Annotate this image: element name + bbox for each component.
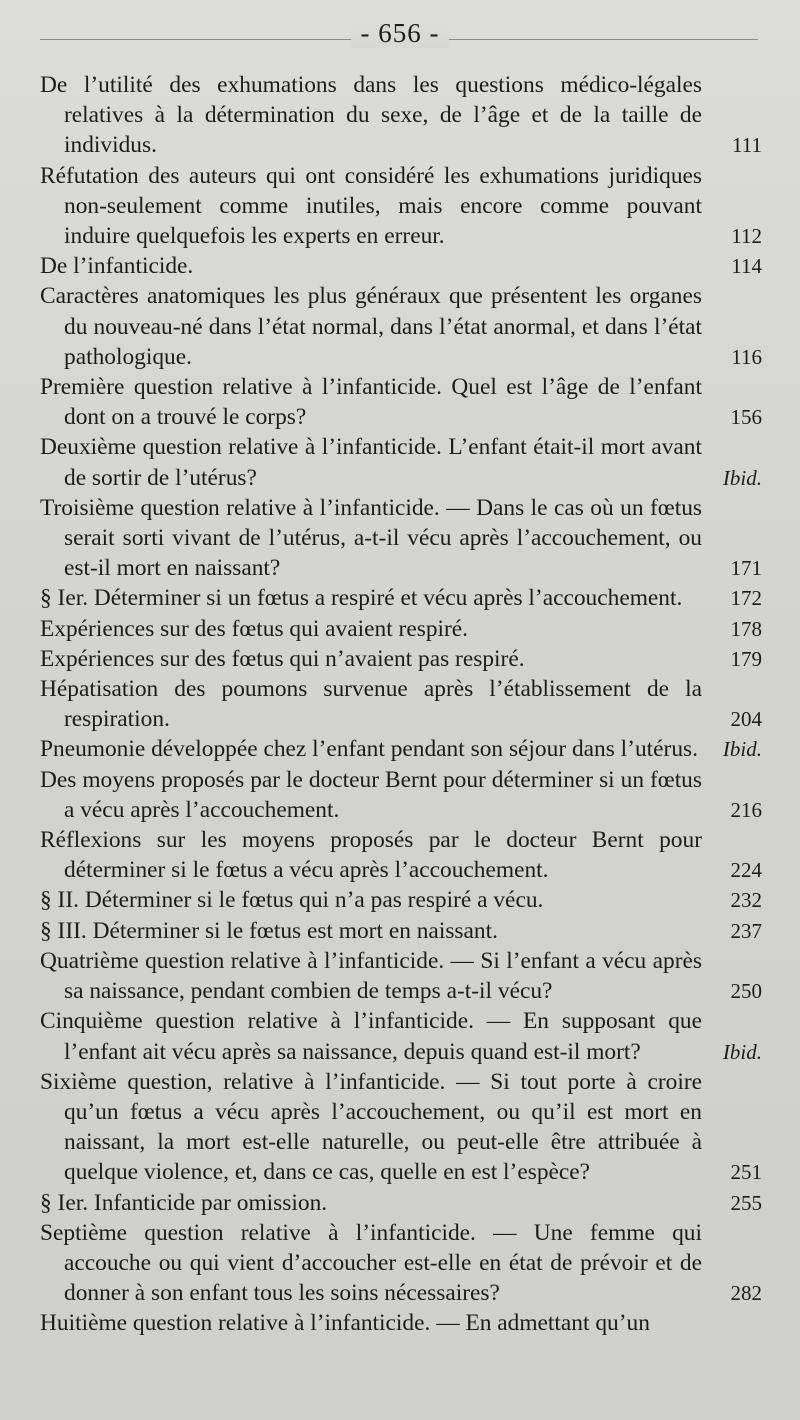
toc-entry-text: Cinquième question relative à l’infanticide. — En supposant que l’enfant ait vécu après sa naissance, depuis quand est-il mort? [40, 1008, 702, 1065]
toc-entry-text: Expériences sur des fœtus qui avaient respiré. [40, 615, 469, 642]
toc-page-number: 282 [730, 1281, 762, 1306]
toc-entry-text: § Ier. Infanticide par omission. [40, 1189, 328, 1216]
table-of-contents [40, 70, 762, 1339]
toc-entry-text: Sixième question, relative à l’infanticide. — Si tout porte à croire qu’un fœtus a vécu après l’accouchement, ou qu’il est mort en naissant, la mort est-elle naturelle, ou peut-elle être attribuée à quelque violence, et, dans ce cas, quelle en est l’espèce? [40, 1068, 702, 1186]
toc-entry [40, 251, 762, 281]
toc-page-number: 250 [730, 979, 762, 1004]
toc-entry [40, 916, 762, 946]
toc-entry [40, 614, 762, 644]
toc-entry [40, 644, 762, 674]
toc-entry [40, 493, 762, 584]
toc-page-number: 112 [731, 224, 762, 249]
toc-entry [40, 1188, 762, 1218]
toc-page-number: 171 [730, 556, 762, 581]
toc-entry [40, 674, 762, 734]
toc-entry-text: § II. Déterminer si le fœtus qui n’a pas respiré a vécu. [40, 887, 544, 914]
toc-entry-text: Caractères anatomiques les plus généraux que présentent les organes du nouveau-né dans l’état normal, dans l’état anormal, et dans l’état pathologique. [40, 283, 702, 370]
toc-entry-text: De l’utilité des exhumations dans les questions médico-légales relatives à la détermination du sexe, de l’âge et de la taille de individus. [40, 72, 702, 159]
page-number [0, 18, 800, 49]
toc-entry [40, 1218, 762, 1309]
toc-page-number: 255 [730, 1190, 762, 1215]
toc-page-number: 111 [732, 133, 762, 158]
toc-entry-text: Hépatisation des poumons survenue après l’établissement de la respiration. [40, 676, 702, 733]
toc-entry [40, 885, 762, 915]
toc-page-number: 251 [730, 1160, 762, 1185]
toc-entry [40, 70, 762, 161]
toc-entry-text: Deuxième question relative à l’infanticide. L’enfant était-il mort avant de sortir de l’utérus? [40, 434, 702, 491]
toc-page-number: 156 [730, 405, 762, 430]
toc-entry-text: Troisième question relative à l’infanticide. — Dans le cas où un fœtus serait sorti vivant de l’utérus, a-t-il vécu après l’accouchement, ou est-il mort en naissant? [40, 494, 702, 582]
toc-entry-text: Septième question relative à l’infanticide. — Une femme qui accouche ou qui vient d’accoucher est-elle en état de prévoir et de donner à son enfant tous les soins nécessaires? [40, 1219, 702, 1307]
toc-entry [40, 734, 762, 764]
toc-entry-text: De l’infanticide. [40, 253, 194, 280]
toc-page-number: 204 [730, 707, 762, 732]
toc-page-number: 232 [730, 888, 762, 913]
toc-entry-text: Quatrième question relative à l’infanticide. — Si l’enfant a vécu après sa naissance, pendant combien de temps a-t-il vécu? [40, 947, 702, 1005]
page-number-text: - 656 - [351, 18, 450, 48]
toc-page-number: 216 [730, 797, 762, 822]
toc-page-number: 237 [730, 918, 762, 943]
toc-page-number: Ibid. [722, 465, 762, 490]
toc-page-number: Ibid. [722, 737, 762, 762]
toc-page-number: 178 [730, 616, 762, 641]
toc-entry [40, 825, 762, 885]
toc-entry [40, 281, 762, 372]
toc-entry-text: § III. Déterminer si le fœtus est mort en naissant. [40, 917, 498, 944]
toc-entry-text: Réfutation des auteurs qui ont considéré les exhumations juridiques non-seulement comme inutiles, mais encore comme pouvant induire quelquefois les experts en erreur. [40, 162, 702, 250]
toc-entry-text: Des moyens proposés par le docteur Bernt pour déterminer si un fœtus a vécu après l’accouchement. [40, 766, 702, 823]
toc-page-number: 116 [731, 344, 762, 369]
toc-entry [40, 1006, 762, 1066]
toc-entry [40, 946, 762, 1006]
toc-entry-text: § Ier. Déterminer si un fœtus a respiré et vécu après l’accouchement. [40, 585, 683, 612]
toc-entry-text: Première question relative à l’infanticide. Quel est l’âge de l’enfant dont on a trouvé le corps? [40, 374, 702, 431]
toc-entry-text: Réflexions sur les moyens proposés par le docteur Bernt pour déterminer si le fœtus a vécu après l’accouchement. [40, 827, 702, 884]
toc-page-number: 172 [730, 586, 762, 611]
toc-page-number: 224 [730, 858, 762, 883]
toc-entry [40, 432, 762, 492]
toc-page-number: 179 [730, 646, 762, 671]
toc-entry [40, 765, 762, 825]
toc-entry-text: Expériences sur des fœtus qui n’avaient pas respiré. [40, 645, 525, 672]
toc-entry-text: Huitième question relative à l’infanticide. — En admettant qu’un [40, 1310, 650, 1337]
toc-entry [40, 372, 762, 432]
toc-entry [40, 583, 762, 613]
toc-entry [40, 1308, 762, 1338]
toc-page-number: Ibid. [722, 1039, 762, 1064]
toc-entry [40, 161, 762, 252]
toc-page-number: 114 [731, 254, 762, 279]
toc-entry [40, 1067, 762, 1188]
toc-entry-text: Pneumonie développée chez l’enfant pendant son séjour dans l’utérus. [40, 736, 698, 763]
